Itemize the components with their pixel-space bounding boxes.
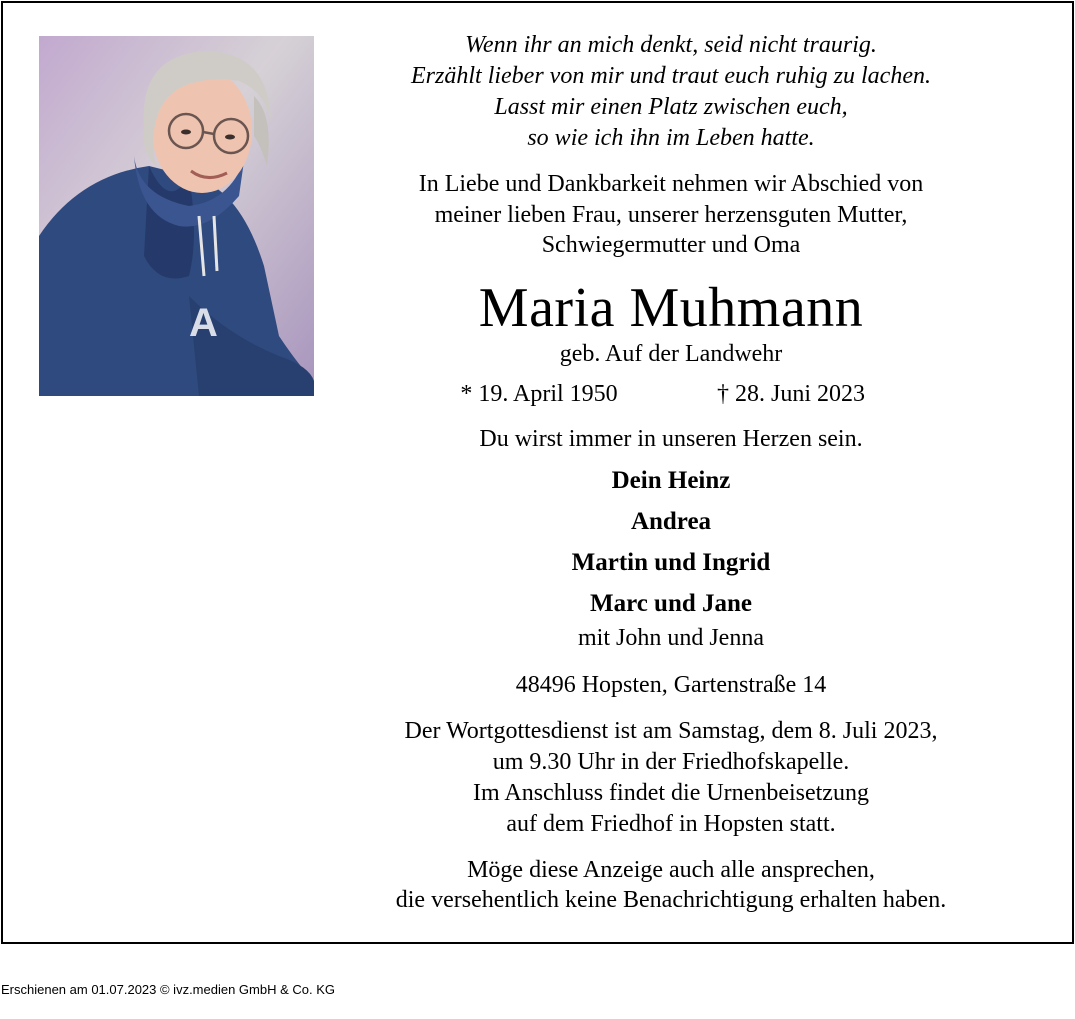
address-line: 48496 Hopsten, Gartenstraße 14 — [515, 672, 827, 698]
service-line: auf dem Friedhof in Hopsten statt. — [506, 811, 836, 837]
deceased-name: Maria Muhmann — [478, 277, 864, 339]
intro-line: Schwiegermutter und Oma — [541, 232, 801, 258]
service-line: Der Wortgottesdienst ist am Samstag, dem 8. Juli 2023, — [404, 718, 938, 744]
farewell-line: Du wirst immer in unseren Herzen sein. — [479, 426, 863, 452]
mourner-name: Marc und Jane — [589, 590, 753, 617]
death-date: † 28. Juni 2023 — [716, 381, 865, 407]
poem-line: so wie ich ihn im Leben hatte. — [527, 125, 815, 151]
service-line: Im Anschluss findet die Urnenbeisetzung — [473, 780, 869, 806]
intro-line: meiner lieben Frau, unserer herzensguten Mutter, — [434, 202, 908, 228]
portrait-photo — [39, 36, 314, 396]
portrait-illustration — [39, 36, 314, 396]
poem-line: Wenn ihr an mich denkt, seid nicht traurig. — [465, 32, 877, 58]
mourner-name: Andrea — [630, 508, 712, 535]
svg-text:A: A — [189, 301, 218, 345]
maiden-name: geb. Auf der Landwehr — [559, 341, 783, 367]
service-line: um 9.30 Uhr in der Friedhofskapelle. — [492, 749, 850, 775]
notice-line: die versehentlich keine Benachrichtigung erhalten haben. — [395, 887, 947, 913]
notice-line: Möge diese Anzeige auch alle ansprechen, — [467, 857, 875, 883]
poem-line: Erzählt lieber von mir und traut euch ruhig zu lachen. — [411, 63, 931, 89]
publication-footer: Erschienen am 01.07.2023 © ivz.medien GmbH & Co. KG — [1, 982, 336, 997]
grandchildren-line: mit John und Jenna — [578, 625, 764, 651]
mourner-name: Dein Heinz — [611, 467, 731, 494]
birth-date: * 19. April 1950 — [460, 381, 618, 407]
intro-line: In Liebe und Dankbarkeit nehmen wir Abschied von — [418, 171, 924, 197]
poem-line: Lasst mir einen Platz zwischen euch, — [494, 94, 848, 120]
mourner-name: Martin und Ingrid — [571, 549, 771, 576]
